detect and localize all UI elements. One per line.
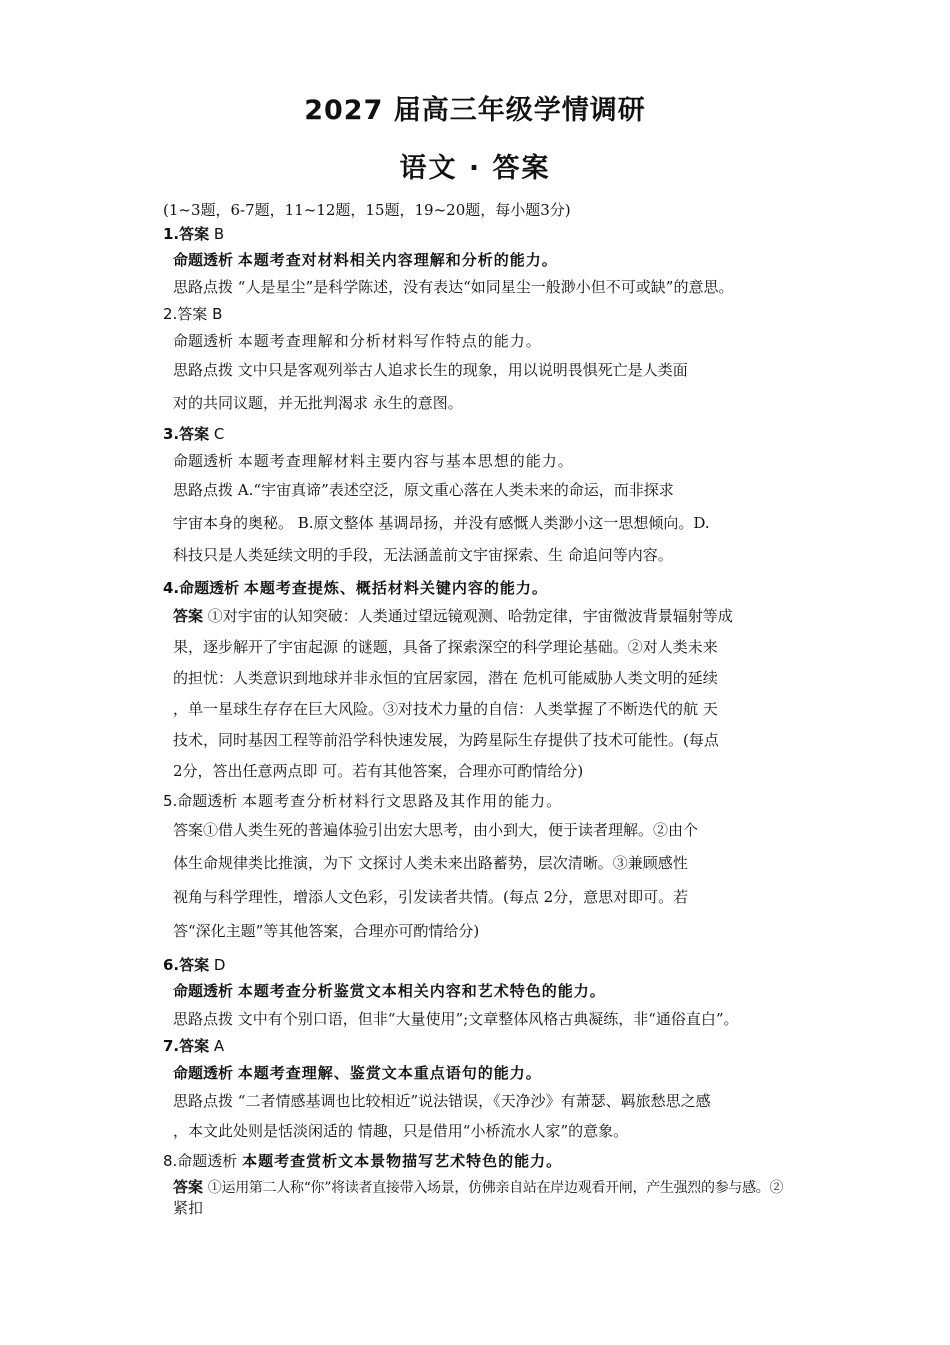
q3-hint-line-3: 科技只是人类延续文明的手段，无法涵盖前文宇宙探索、生 命追问等内容。 (173, 546, 673, 564)
scoring-note: (1~3题，6-7题，11~12题，15题，19~20题，每小题3分) (163, 201, 571, 219)
q1-hint-label: 思路点拨 (173, 278, 234, 296)
q7-hint-line-2: ，本文此处则是恬淡闲适的 情趣，只是借用“小桥流水人家”的意象。 (173, 1122, 629, 1140)
q3-intent: 本题考查理解材料主要内容与基本思想的能力。 (237, 452, 574, 470)
q5-answer-label: 答案 (173, 821, 204, 839)
q4-intent-line (163, 578, 548, 598)
q7-intent-label: 命题透析 (173, 1064, 234, 1082)
q6-hint-line (173, 1009, 739, 1029)
q1-intent-label: 命题透析 (173, 251, 234, 269)
q7-answer: A (213, 1037, 225, 1055)
q7-answer-line (163, 1036, 224, 1056)
q2-answer: B (212, 305, 223, 323)
q2-hint-1: 文中只是客观列举古人追求长生的现象，用以说明畏惧死亡是人类面 (237, 361, 688, 379)
q4-head: 4.命题透析 (163, 579, 240, 597)
q6-intent: 本题考查分析鉴赏文本相关内容和艺术特色的能力。 (237, 982, 606, 1000)
page-subtitle: 语文 · 答案 (399, 153, 551, 184)
q8-intent-line (163, 1151, 562, 1171)
q2-head: 2.答案 (163, 305, 208, 323)
q5-answer-line-2: 体生命规律类比推演，为下 文探讨人类未来出路蓄势，层次清晰。③兼顾感性 (173, 854, 688, 872)
q3-hint-line-2: 宇宙本身的奥秘。 B.原文整体 基调昂扬，并没有感慨人类渺小这一思想倾向。D. (173, 514, 710, 532)
q1-hint: “人是星尘”是科学陈述，没有表达“如同星尘一般渺小但不可或缺”的意思。 (237, 278, 734, 296)
page-title: 2027 届高三年级学情调研 (304, 95, 646, 126)
q3-intent-line (173, 451, 574, 471)
q4-answer-line-4: ，单一星球生存存在巨大风险。③对技术力量的自信：人类掌握了不断迭代的航 天 (173, 700, 718, 718)
q7-hint-label: 思路点拨 (173, 1092, 234, 1110)
q5-answer-line-1 (173, 820, 698, 840)
q7-intent-line (173, 1063, 542, 1083)
q2-intent-label: 命题透析 (173, 332, 234, 350)
q1-hint-line (173, 277, 733, 297)
q4-answer-line-6: 2分，答出任意两点即 可。若有其他答案，合理亦可酌情给分) (173, 762, 584, 780)
q7-hint-line-1 (173, 1091, 711, 1111)
q2-intent: 本题考查理解和分析材料写作特点的能力。 (237, 332, 542, 350)
q3-answer-line (163, 424, 224, 444)
q1-intent: 本题考查对材料相关内容理解和分析的能力。 (237, 251, 558, 269)
q6-answer-line (163, 955, 225, 975)
q5-answer-line-3: 视角与科学理性，增添人文色彩，引发读者共情。(每点 2分，意思对即可。若 (173, 888, 689, 906)
q3-head: 3.答案 (163, 425, 210, 443)
q8-answer-line-2: 紧扣 (173, 1199, 204, 1217)
q4-answer-label: 答案 (173, 607, 204, 625)
q5-intent-line (163, 791, 562, 811)
q4-answer-line-3: 的担忧：人类意识到地球并非永恒的宜居家园，潜在 危机可能威胁人类文明的延续 (173, 669, 718, 687)
q1-answer-line (163, 224, 224, 244)
q2-hint-label: 思路点拨 (173, 361, 234, 379)
q6-hint-label: 思路点拨 (173, 1010, 234, 1028)
q6-answer: D (213, 956, 226, 974)
q3-hint-line-1 (173, 480, 674, 500)
q3-intent-label: 命题透析 (173, 452, 234, 470)
q3-hint-label: 思路点拨 (173, 481, 234, 499)
q5-answer-line-4: 答“深化主题”等其他答案，合理亦可酌情给分) (173, 922, 480, 940)
q5-intent: 本题考查分析材料行文思路及其作用的能力。 (242, 792, 563, 810)
q3-answer: C (213, 425, 225, 443)
q8-intent: 本题考查赏析文本景物描写艺术特色的能力。 (242, 1152, 563, 1170)
q8-answer-text-1: ①运用第二人称“你”将读者直接带入场景，仿佛亲自站在岸边观看开闸，产生强烈的参与感。② (207, 1180, 784, 1196)
q2-answer-line (163, 304, 222, 324)
q4-answer-line-1 (173, 606, 733, 626)
q4-answer-line-5: 技术，同时基因工程等前沿学科快速发展，为跨星际生存提供了技术可能性。(每点 (173, 731, 719, 749)
q5-answer-text-1: ①借人类生死的普遍体验引出宏大思考，由小到大，便于读者理解。②由个 (203, 821, 699, 839)
q6-intent-label: 命题透析 (173, 982, 234, 1000)
q4-answer-line-2: 果，逐步解开了宇宙起源 的谜题，具备了探索深空的科学理论基础。②对人类未来 (173, 638, 718, 656)
q1-head: 1.答案 (163, 225, 210, 243)
q4-answer-text-1: ①对宇宙的认知突破：人类通过望远镜观测、哈勃定律，宇宙微波背景辐射等成 (207, 607, 733, 625)
q1-answer: B (213, 225, 225, 243)
q7-head: 7.答案 (163, 1037, 210, 1055)
q8-answer-line-1 (173, 1177, 783, 1198)
q7-hint-1: “二者情感基调也比较相近”说法错误，《天净沙》有萧瑟、羁旅愁思之感 (237, 1092, 711, 1110)
q6-hint: 文中有个别口语，但非“大量使用”;文章整体风格古典凝练，非“通俗直白”。 (237, 1010, 739, 1028)
q5-head: 5.命题透析 (163, 792, 238, 810)
q3-hint-1: A.“宇宙真谛”表述空泛，原文重心落在人类未来的命运，而非探求 (237, 481, 674, 499)
q2-hint-line-2: 对的共同议题，并无批判渴求 永生的意图。 (173, 394, 463, 412)
q7-intent: 本题考查理解、鉴赏文本重点语句的能力。 (237, 1064, 542, 1082)
q2-hint-line-1 (173, 360, 688, 380)
q2-intent-line (173, 331, 542, 351)
q4-intent: 本题考查提炼、概括材料关键内容的能力。 (243, 579, 548, 597)
q8-answer-label: 答案 (173, 1178, 204, 1196)
q1-intent-line (173, 250, 558, 270)
q6-head: 6.答案 (163, 956, 210, 974)
q6-intent-line (173, 981, 606, 1001)
q8-head: 8.命题透析 (163, 1152, 238, 1170)
